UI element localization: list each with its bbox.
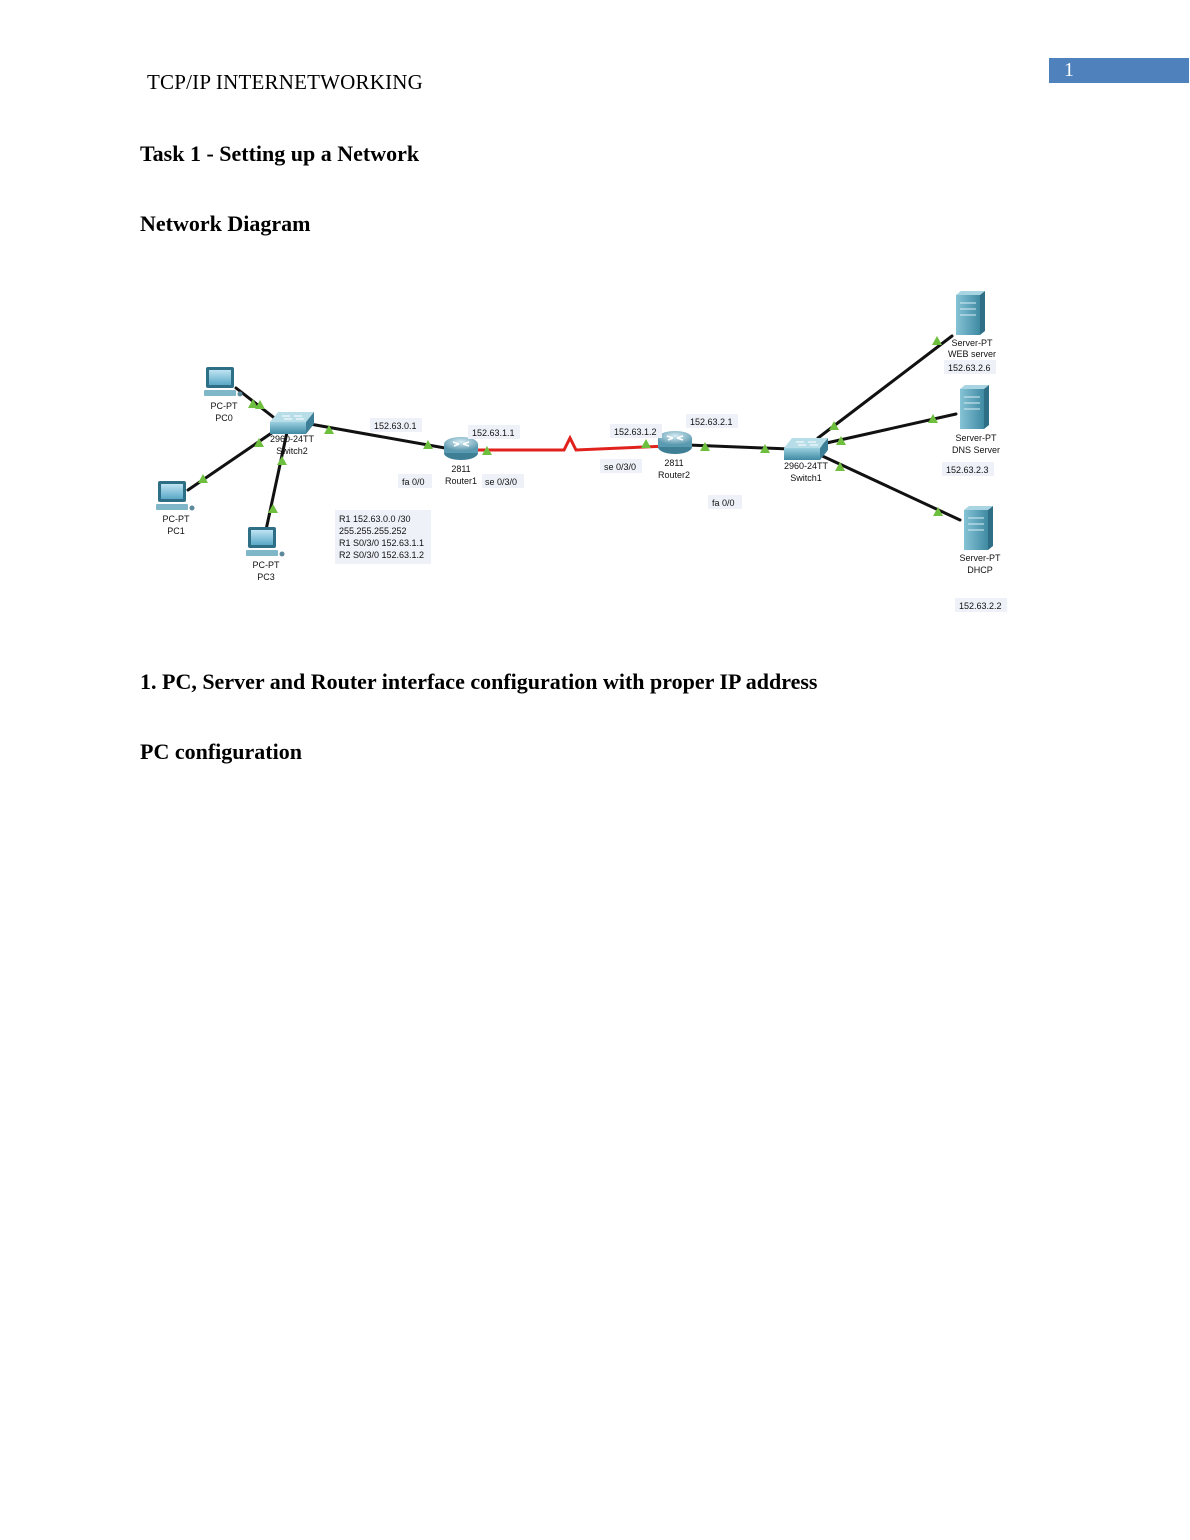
dns-server-type: Server-PT xyxy=(955,433,997,443)
pc0-type: PC-PT xyxy=(210,401,238,411)
router2-model: 2811 xyxy=(664,458,684,468)
note-line-4: R2 S0/3/0 152.63.1.2 xyxy=(339,550,425,560)
switch2-model: 2960-24TT xyxy=(269,434,315,444)
switch1-icon[interactable] xyxy=(784,438,828,460)
note-line-3: R1 S0/3/0 152.63.1.1 xyxy=(339,538,425,548)
router2-icon[interactable] xyxy=(658,431,692,454)
pc0-name: PC0 xyxy=(215,413,233,423)
web-server-ip: 152.63.2.6 xyxy=(948,363,991,373)
pc1-icon[interactable] xyxy=(156,481,195,511)
dhcp-server-ip: 152.63.2.2 xyxy=(959,601,1002,611)
pc1-name: PC1 xyxy=(167,526,185,536)
dns-server-name: DNS Server xyxy=(951,445,1001,455)
pc3-name: PC3 xyxy=(257,572,275,582)
r1-lan-ip: 152.63.0.1 xyxy=(374,421,417,431)
dns-server-ip: 152.63.2.3 xyxy=(946,465,989,475)
note-line-2: 255.255.255.252 xyxy=(339,526,407,536)
link-light-sw2-pc3 xyxy=(277,456,287,465)
heading-pc-configuration: PC configuration xyxy=(140,739,302,764)
dhcp-server-type: Server-PT xyxy=(959,553,1001,563)
dns-server-icon[interactable] xyxy=(960,385,989,429)
dhcp-server-name: DHCP xyxy=(967,565,993,575)
network-diagram xyxy=(0,0,1190,640)
label-backgrounds xyxy=(335,360,1007,612)
r2-serial-ip: 152.63.1.2 xyxy=(614,427,657,437)
switch2-icon[interactable] xyxy=(270,412,314,434)
r1-serial-ip: 152.63.1.1 xyxy=(472,428,515,438)
router2-name: Router2 xyxy=(657,470,691,480)
router1-model: 2811 xyxy=(451,464,471,474)
r2-lan-ip: 152.63.2.1 xyxy=(690,417,733,427)
note-line-1: R1 152.63.0.0 /30 xyxy=(339,514,411,524)
r1-fa-interface: fa 0/0 xyxy=(402,477,425,487)
pc3-icon[interactable] xyxy=(246,527,285,557)
heading-network-diagram: Network Diagram xyxy=(140,211,311,236)
cable-router1-router2-serial xyxy=(478,438,668,450)
switch2-name: Switch2 xyxy=(276,446,308,456)
router1-icon[interactable] xyxy=(444,437,478,460)
dhcp-server-icon[interactable] xyxy=(964,506,993,550)
router1-name: Router1 xyxy=(444,476,478,486)
switch1-model: 2960-24TT xyxy=(783,461,829,471)
running-head: TCP/IP INTERNETWORKING xyxy=(147,70,424,94)
r2-se-interface: se 0/3/0 xyxy=(604,462,637,472)
link-light-r2-se xyxy=(641,439,651,448)
heading-configuration: 1. PC, Server and Router interface configuration with proper IP address xyxy=(140,669,818,694)
heading-task: Task 1 - Setting up a Network xyxy=(140,141,420,166)
pc1-type: PC-PT xyxy=(162,514,190,524)
pc3-type: PC-PT xyxy=(252,560,280,570)
address-labels xyxy=(374,363,1002,611)
web-server-type: Server-PT xyxy=(951,338,993,348)
pc0-icon[interactable] xyxy=(204,367,243,397)
web-server-icon[interactable] xyxy=(956,291,985,335)
r1-se-interface: se 0/3/0 xyxy=(485,477,518,487)
switch1-name: Switch1 xyxy=(790,473,822,483)
web-server-name: WEB server xyxy=(947,349,997,359)
link-light-web xyxy=(932,336,942,345)
page-number: 1 xyxy=(1049,58,1189,83)
device-labels xyxy=(163,338,1002,582)
r2-fa-interface: fa 0/0 xyxy=(712,498,735,508)
